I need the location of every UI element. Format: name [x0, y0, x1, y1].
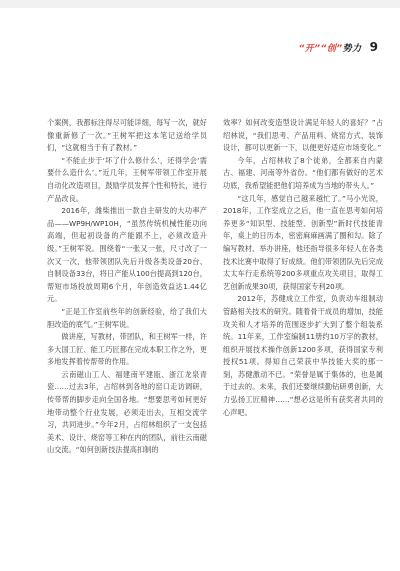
section-title-part3: 势力 [342, 44, 362, 54]
paragraph: 个案例，我都标注得尽可能详细，每写一次，就好像重新修了一次。”王树军把这本笔记送给学员们，“这就相当于有了教材。” [47, 118, 207, 153]
right-column [223, 117, 383, 419]
paragraph: “不能止步于‘坏了什么修什么’，还得学会‘需要什么造什么’。”近几年，王树军带领工作室开展自动化改造项目，鼓励学员发挥个性和特长，进行产品改良。 [47, 155, 207, 203]
paragraph: 效率？如何改变造型设计满足年轻人的喜好？”占绍林说，“我们思考、产品用料、烧窑方式、装饰设计，都可以更新一下，以便更好适应市场变化。” [223, 118, 383, 153]
left-column [47, 117, 207, 457]
page-header [298, 40, 378, 54]
paragraph: 2012年，苏健成立工作室，负责动车组制动管路相关技术的研究。随着骨干成员的增加，技能攻关和人才培养的范围逐步扩大到了整个组装系统。11年来，工作室编制11册约10万字的教材，组织开展技术操作创新1200多项，获得国家专利授权51项。得知自己荣获中华技能大奖的那一刻，苏健激动不已。“荣誉是属于集体的，也是属于过去的。未来，我们还要继续勤钻研勇创新，大力弘扬工匠精神……”想必这是所有获奖者共同的心声吧。 [223, 294, 383, 417]
section-title-part1: “开” [298, 44, 321, 54]
paragraph: 今年，占绍林收了8个徒弟，全都来自内蒙古、福建、河南等外省份。“他们都有做好的艺术功底，我希望能把他们培养成为当地的带头人。” [223, 155, 383, 190]
paragraph: 做讲座，写教材，带团队，和王树军一样，许多大国工匠、能工巧匠都在完成本职工作之外，更多地发挥着传帮带的作用。 [47, 332, 207, 367]
paragraph: 2016年，潍柴推出一款自主研发的大功率产品——WP9H/WP10H，“虽然传统机械性能功向高端，但起初设备的产能跟不上，必须改造升级。”王树军说。围绕着“一张又一张，尺寸改了一次又一次，他带领团队先后升级各类设备20台、自制设备33台，将日产能从100台提高到120台，帮短市场投放周期6个月，年创造效益达1.44亿元。 [47, 206, 207, 304]
paragraph: “这几年，感觉自己越来越忙了。”马小光说，2018年，工作室成立之后，他一直在思考如何培养更多“知识型、技能型、创新型”新时代技能青年，桌上的日历本，密密麻麻画满了圈和勾。除了编写教材、举办讲座，他还指导很多年轻人在各类技术比赛中取得了好成绩。他们带领团队先后完成太太车行走系统等200多项重点攻关项目，取得工艺创新成果30项，获得国家专利20项。 [223, 193, 383, 291]
paragraph: “正是工作室前些年的创新经验，给了我们大胆改造的底气。”王树军说。 [47, 306, 207, 329]
page-number: 9 [369, 40, 378, 54]
section-title [298, 41, 361, 54]
paragraph: 云南磁山工人、福建南平建瓯、浙江龙泉青瓷……过去3年，占绍林到各地的窑口走访调研，传带帮的脚步走向全国各地。“想要思考如何更好地带动整个行业发展，必须走出去，互相交流学习，共同进步。”今年2月，占绍林组织了一支包括美术、设计、烧窑等工种在内的团队，前往云南磁山交流。“如何创新技法提高扣制的 [47, 369, 207, 455]
section-title-part2: “创” [320, 44, 343, 54]
top-strip [0, 0, 400, 8]
